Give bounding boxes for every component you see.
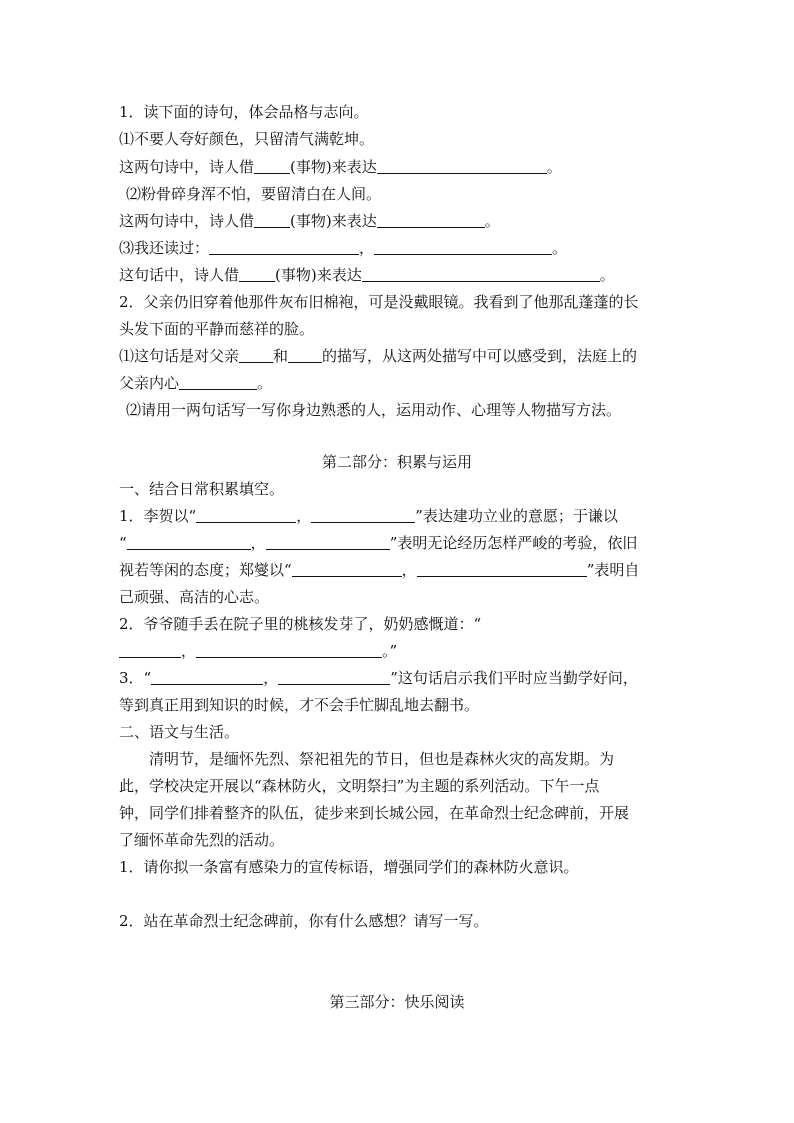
p2-q2-line-1: 2．爷爷随手丢在院子里的桃核发芽了，奶奶感慨道：“ bbox=[119, 615, 482, 633]
q1-fill-3: ⑶我还读过： ， 。 bbox=[119, 239, 568, 257]
blank-proverb-1[interactable] bbox=[119, 642, 181, 658]
p2-q1-line-2: “ ， ”表明无论经历怎样严峻的考验，依旧 bbox=[119, 534, 638, 552]
blank-lihe-1[interactable] bbox=[196, 507, 296, 523]
q2-line-2: 头发下面的平静而慈祥的脸。 bbox=[119, 320, 315, 338]
p2-q2-line-2: ， 。” bbox=[119, 640, 397, 662]
blank-poem-line-1[interactable] bbox=[209, 239, 359, 255]
blank-express-3[interactable] bbox=[362, 266, 600, 282]
blank-description-2[interactable] bbox=[288, 347, 322, 363]
p2-q1-line-1: 1．李贺以“ ， ”表达建功立业的意愿；于谦以 bbox=[119, 507, 618, 525]
blank-yuqian-1[interactable] bbox=[127, 534, 251, 550]
q1-fill-1: 这两句诗中，诗人借 (事物)来表达 。 bbox=[119, 158, 562, 176]
passage-line-3: 钟，同学们排着整齐的队伍，徒步来到长城公园，在革命烈士纪念碑前，开展 bbox=[119, 804, 630, 822]
blank-thing-1[interactable] bbox=[254, 158, 290, 174]
q2-writing-prompt: ⑵请用一两句话写一写你身边熟悉的人，运用动作、心理等人物描写方法。 bbox=[126, 401, 622, 419]
blank-thing-2[interactable] bbox=[254, 212, 290, 228]
blank-express-2[interactable] bbox=[377, 212, 485, 228]
p2-q3-line-2: 等到真正用到知识的时候，才不会手忙脚乱地去翻书。 bbox=[119, 696, 480, 714]
passage-line-2: 此，学校决定开展以“森林防火，文明祭扫”为主题的系列活动。下午一点 bbox=[119, 777, 600, 795]
p2-q1-line-3: 视若等闲的态度；郑燮以“ ， ”表明自 bbox=[119, 561, 640, 579]
blank-poem-line-2[interactable] bbox=[374, 239, 552, 255]
q1-fill-4: 这句话中，诗人借 (事物)来表达 。 bbox=[119, 266, 615, 284]
q1-poem-2: ⑵粉骨碎身浑不怕，要留清白在人间。 bbox=[126, 185, 382, 203]
blank-zhengxie-2[interactable] bbox=[417, 561, 587, 577]
q1-poem-1: ⑴不要人夸好颜色，只留清气满乾坤。 bbox=[119, 130, 375, 148]
passage-line-4: 了缅怀革命先烈的活动。 bbox=[119, 831, 285, 849]
slogan-question: 1．请你拟一条富有感染力的宣传标语，增强同学们的森林防火意识。 bbox=[119, 858, 579, 876]
blank-proverb-2[interactable] bbox=[196, 642, 382, 658]
blank-description-1[interactable] bbox=[239, 347, 273, 363]
q1-fill-2: 这两句诗中，诗人借 (事物)来表达 。 bbox=[119, 212, 500, 230]
q2-line-1: 2．父亲仍旧穿着他那件灰布旧棉袍，可是没戴眼镜。我看到了他那乱蓬蓬的长 bbox=[119, 293, 639, 311]
p2-q1-line-4: 己顽强、高洁的心志。 bbox=[119, 588, 270, 606]
blank-saying-2[interactable] bbox=[278, 669, 390, 685]
q2-fill-1: ⑴这句话是对父亲 和 的描写，从这两处描写中可以感受到，法庭上的 bbox=[119, 347, 638, 365]
blank-saying-1[interactable] bbox=[151, 669, 263, 685]
blank-zhengxie-1[interactable] bbox=[292, 561, 402, 577]
blank-inner-feeling[interactable] bbox=[179, 374, 257, 390]
blank-express-1[interactable] bbox=[377, 158, 547, 174]
part3-heading: 第三部分：快乐阅读 bbox=[329, 993, 465, 1011]
p2-q3-line-1: 3．“ ， ”这句话启示我们平时应当勤学好问， bbox=[119, 669, 638, 687]
q2-fill-2: 父亲内心 。 bbox=[119, 374, 273, 392]
part2-section2-title: 二、语文与生活。 bbox=[119, 723, 240, 741]
blank-lihe-2[interactable] bbox=[311, 507, 415, 523]
blank-yuqian-2[interactable] bbox=[266, 534, 390, 550]
part2-heading: 第二部分：积累与运用 bbox=[321, 453, 472, 471]
q1-title: 1．读下面的诗句，体会品格与志向。 bbox=[119, 103, 369, 121]
part2-section1-title: 一、结合日常积累填空。 bbox=[119, 480, 285, 498]
blank-thing-3[interactable] bbox=[239, 266, 275, 282]
passage-line-1: 清明节，是缅怀先烈、祭祀祖先的节日，但也是森林火灾的高发期。为 bbox=[119, 750, 615, 768]
thought-question: 2．站在革命烈士纪念碑前，你有什么感想？请写一写。 bbox=[119, 912, 489, 930]
